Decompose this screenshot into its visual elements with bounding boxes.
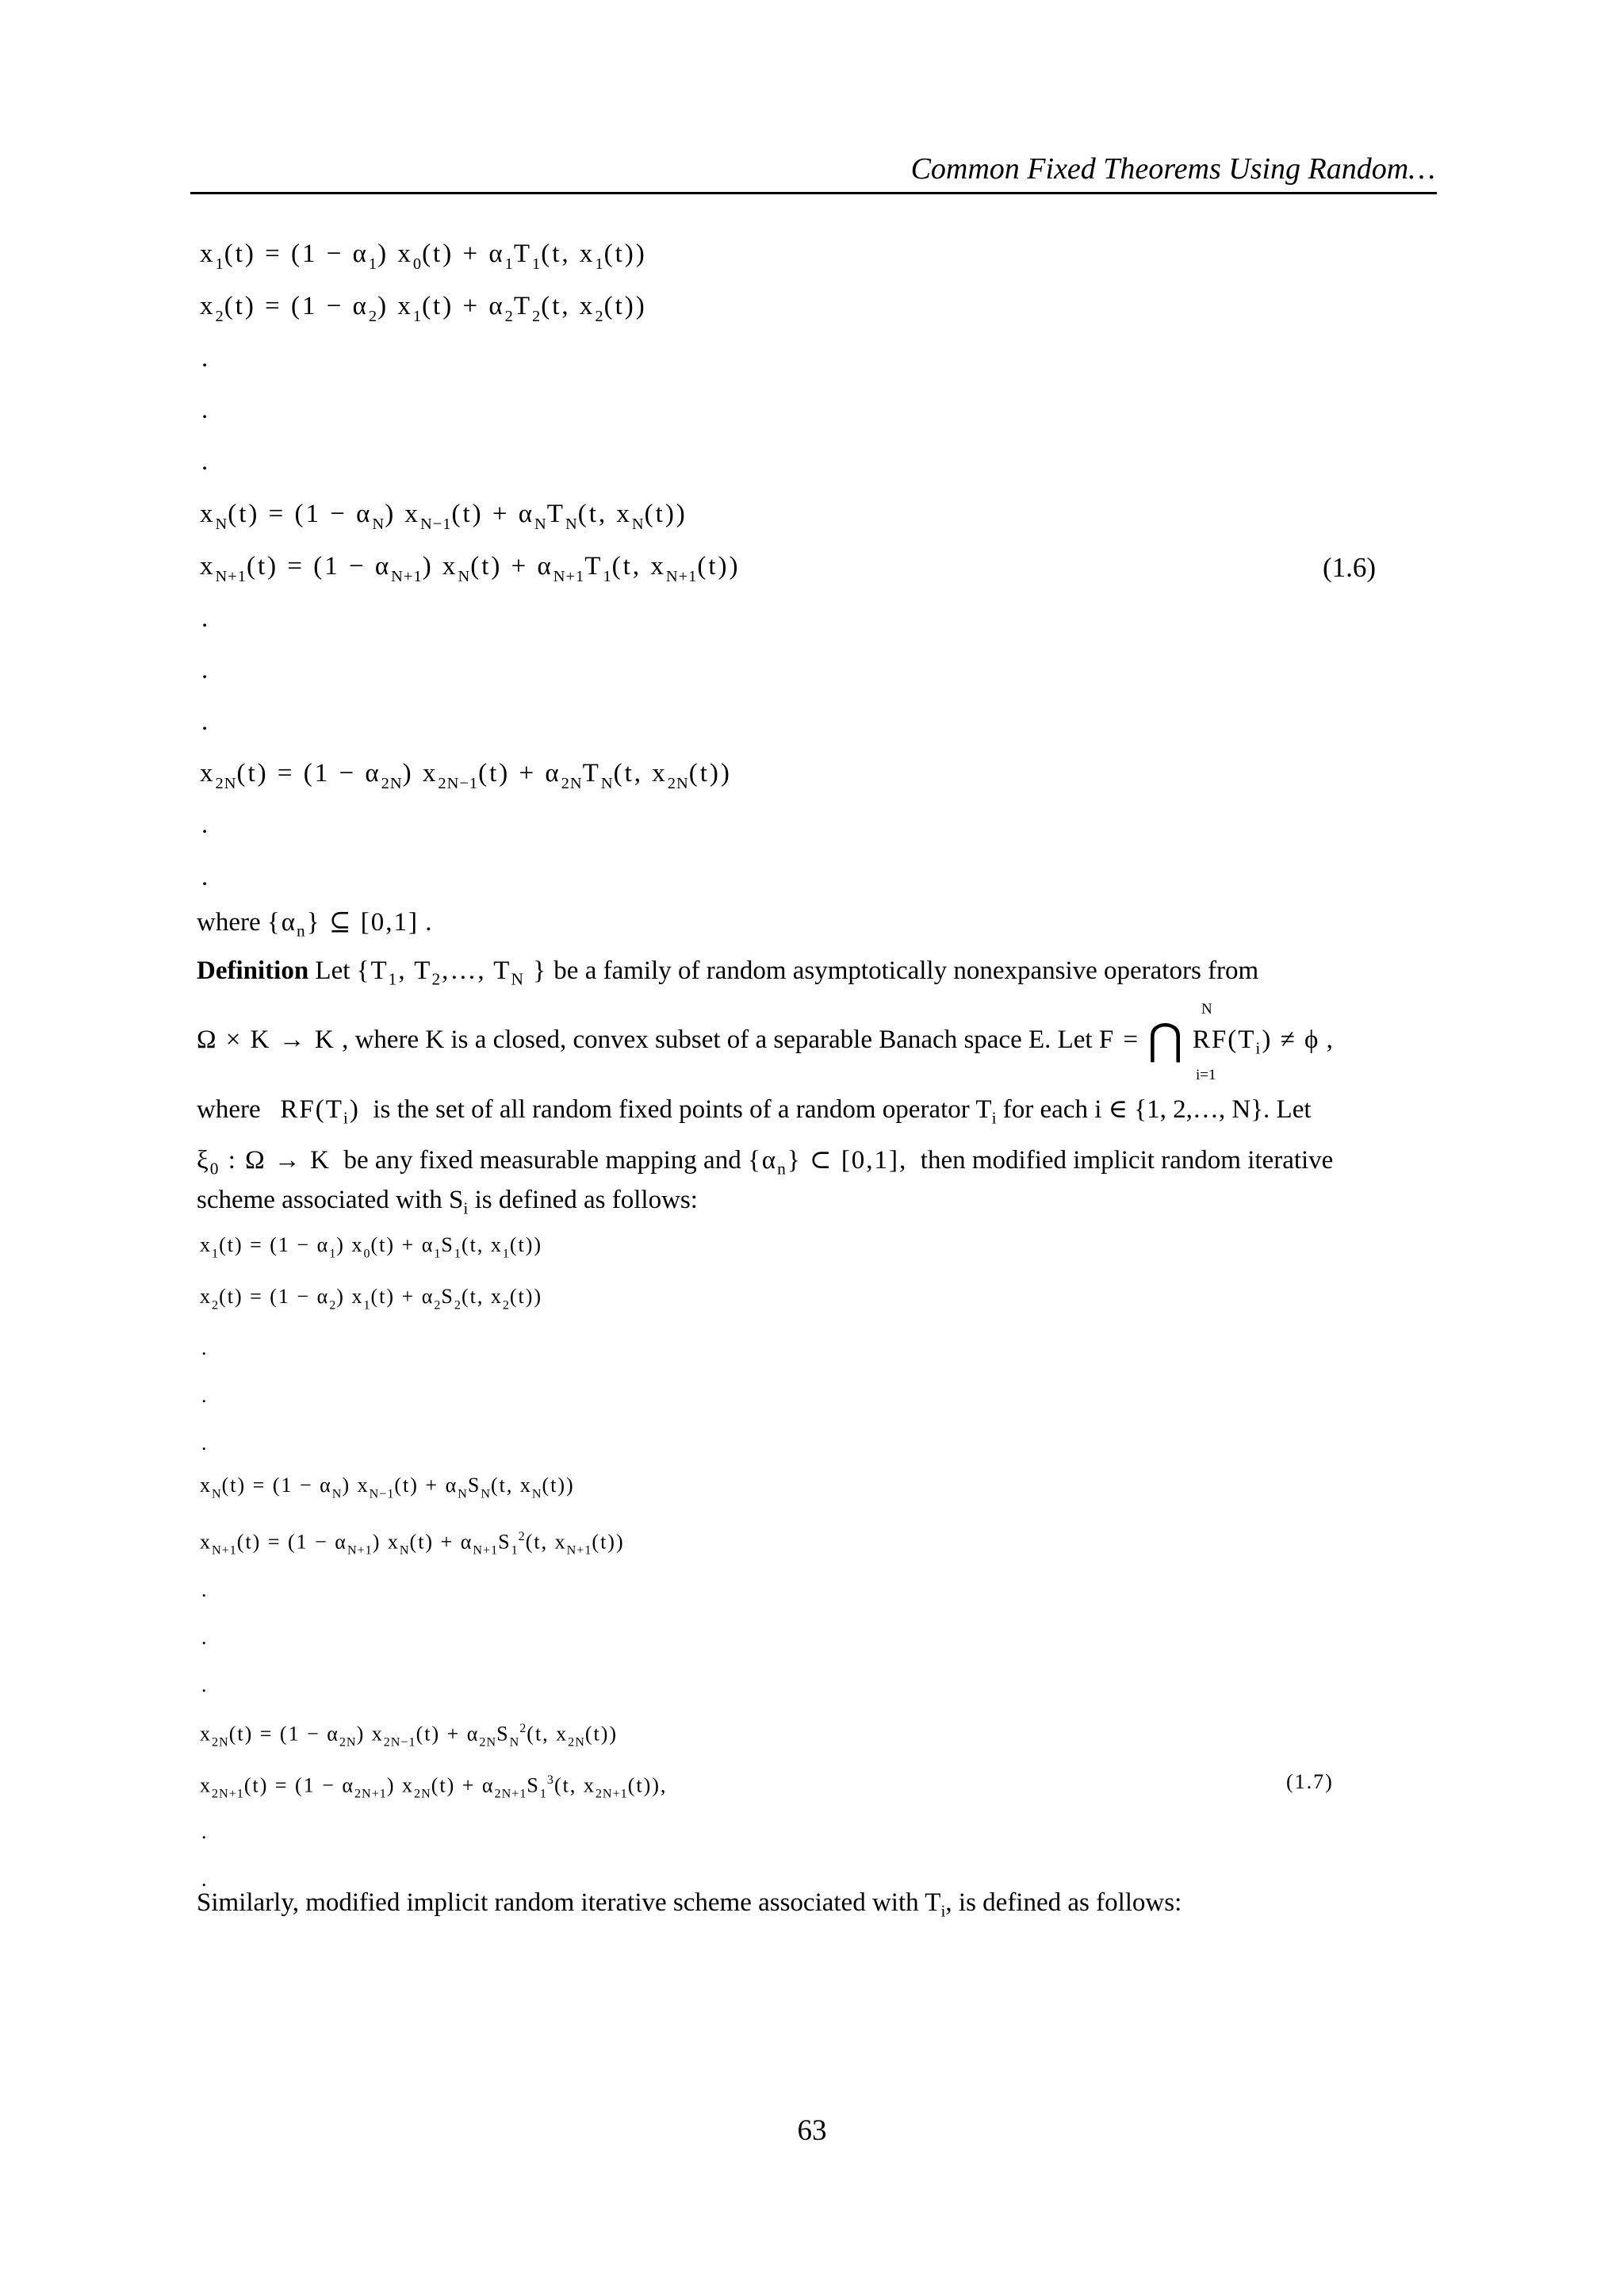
- definition-line-4: $\xi_0$ : Ω → K be any fixed measurable mapping and $\{\alpha_n\}$ ⊂ [0,1], then modified implicit random iterative: [197, 1146, 1334, 1179]
- definition-label: Definition: [197, 956, 309, 985]
- equation-1-7-line-6: $x_{2N+1}(t) = (1 - \alpha_{2N+1}) x_{2N}(t) + \alpha_{2N+1}S_1^3(t$, $x_{2N+1}(t)$),: [200, 1773, 668, 1801]
- ellipsis-dot: .: [201, 1820, 207, 1843]
- equation-1-7-line-1: $x_1(t) = (1 - \alpha_1) x_0(t) + \alpha_1S_1(t$, $x_1(t)$): [200, 1233, 543, 1261]
- where-clause: where $\{\alpha_n\}$ ⊆ [0,1] .: [197, 908, 432, 941]
- ellipsis-dot: .: [201, 1336, 207, 1359]
- ellipsis-dot: .: [201, 1626, 207, 1649]
- intersection-upper-limit: N: [1201, 1001, 1212, 1018]
- definition-line-5: scheme associated with $S_i$ is defined as follows:: [197, 1186, 698, 1218]
- ellipsis-dot: .: [201, 604, 209, 633]
- equation-1-6-line-2: $x_2(t) = (1 - \alpha_2) x_1(t) + \alpha_2T_2(t$, $x_2(t)$): [200, 292, 647, 326]
- ellipsis-dot: .: [201, 656, 209, 684]
- ellipsis-dot: .: [201, 1673, 207, 1696]
- equation-1-6-line-5: $x_{2N}(t) = (1 - \alpha_{2N}) x_{2N-1}(t) + \alpha_{2N}T_N(t$, $x_{2N}(t)$): [200, 759, 732, 793]
- equation-1-7-line-4: $x_{N+1}(t) = (1 - \alpha_{N+1}) x_N(t) + \alpha_{N+1}S_1^2(t$, $x_{N+1}(t)$): [200, 1530, 625, 1558]
- intersection-lower-limit: i=1: [1196, 1067, 1216, 1083]
- ellipsis-dot: .: [201, 396, 209, 424]
- equation-1-6-line-3: $x_N(t) = (1 - \alpha_N) x_{N-1}(t) + \alpha_NT_N(t$, $x_N(t)$): [200, 500, 688, 534]
- ellipsis-dot: .: [201, 863, 209, 891]
- ellipsis-dot: .: [201, 1578, 207, 1601]
- equation-1-7-line-5: $x_{2N}(t) = (1 - \alpha_{2N}) x_{2N-1}(t) + \alpha_{2N}S_N^2(t$, $x_{2N}(t)$): [200, 1722, 619, 1750]
- ellipsis-dot: .: [201, 344, 209, 373]
- definition-line-2: Ω × K → K , where K is a closed, convex subset of a separable Banach space E. Let F = ⋂ $RF(T_i) \ne \phi$ ,: [197, 1016, 1333, 1064]
- header-rule: [190, 192, 1437, 194]
- closing-sentence: Similarly, modified implicit random iterative scheme associated with $T_i$, is defined as follows:: [197, 1888, 1182, 1921]
- equation-1-6-line-4: $x_{N+1}(t) = (1 - \alpha_{N+1}) x_N(t) + \alpha_{N+1}T_1(t$, $x_{N+1}(t)$): [200, 552, 741, 586]
- ellipsis-dot: .: [201, 707, 209, 736]
- equation-1-7-line-3: $x_N(t) = (1 - \alpha_N) x_{N-1}(t) + \alpha_NS_N(t$, $x_N(t)$): [200, 1474, 575, 1501]
- equation-number: (1.7): [1286, 1770, 1334, 1793]
- ellipsis-dot: .: [201, 447, 209, 476]
- ellipsis-dot: .: [201, 1868, 207, 1891]
- ellipsis-dot: .: [201, 1384, 207, 1407]
- page-number: 63: [797, 2114, 827, 2147]
- equation-1-6-line-1: $x_1(t) = (1 - \alpha_1) x_0(t) + \alpha_1T_1(t$, $x_1(t)$): [200, 240, 647, 274]
- equation-1-7-line-2: $x_2(t) = (1 - \alpha_2) x_1(t) + \alpha_2S_2(t$, $x_2(t)$): [200, 1285, 543, 1313]
- ellipsis-dot: .: [201, 1432, 207, 1455]
- definition-line-3: where $RF(T_i)$ is the set of all random fixed points of a random operator $T_i$ for each i ∈ {1, 2,…, N}. Let: [197, 1095, 1312, 1128]
- definition-line-1: Definition Let {$T_1$, $T_2,\dots$, $T_N$ } be a family of random asymptotically nonexpansive operators from: [197, 956, 1259, 989]
- equation-number: (1.6): [1323, 552, 1377, 583]
- running-header: Common Fixed Theorems Using Random…: [910, 152, 1435, 186]
- ellipsis-dot: .: [201, 811, 209, 839]
